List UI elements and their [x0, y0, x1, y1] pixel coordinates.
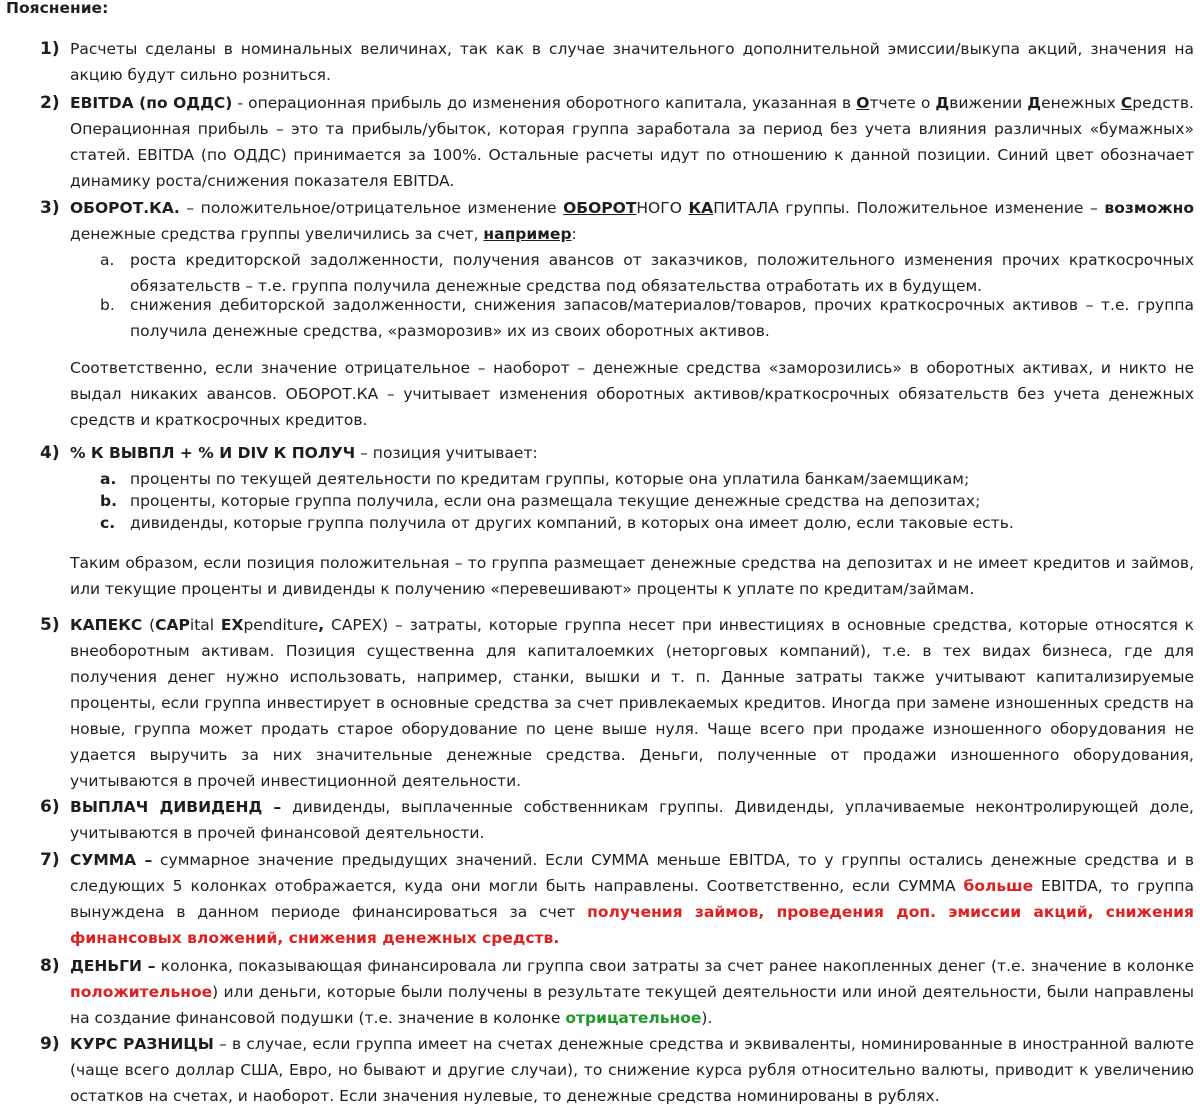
note-number: 1) [40, 39, 60, 59]
note-number: 9) [40, 1034, 60, 1054]
note-number: 2) [40, 93, 60, 113]
note-text: % К ВЫВПЛ + % И DIV К ПОЛУЧ – позиция учитывает: [70, 444, 538, 462]
note-text: ДЕНЬГИ – колонка, показывающая финансировала ли группа свои затраты за счет ранее накопленных денег (т.е. значение в колонке положительное) или деньги, которые были получены в результате текущей деятельности или иной деятельности, были направлены на создание финансовой подушки (т.е. значение в колонке отрицательное). [70, 957, 1194, 1027]
note-number: 8) [40, 956, 60, 976]
page-title: Пояснение: [6, 0, 109, 17]
term-dengi: ДЕНЬГИ – [70, 957, 156, 975]
term-summa: СУММА – [70, 851, 153, 869]
term-capex: КАПЕКС [70, 616, 143, 634]
note-text: КУРС РАЗНИЦЫ – в случае, если группа имеет на счетах денежные средства и эквиваленты, номинированные в иностранной валюте (чаще всего доллар США, Евро, но бывают и другие случаи), то снижение курса рубля относительно валюты, приводит к увеличению остатков на счетах, и наоборот. Если значения нулевые, то денежные средства номинированы в рублях. [70, 1035, 1194, 1105]
note-number: 7) [40, 850, 60, 870]
term-kurs: КУРС РАЗНИЦЫ [70, 1035, 214, 1053]
note-text: ВЫПЛАЧ ДИВИДЕНД – дивиденды, выплаченные собственникам группы. Дивиденды, уплачиваемые неконтролирующей доле, учитываются в прочей финансовой деятельности. [70, 798, 1194, 842]
note-text: EBITDA (по ОДДС) - операционная прибыль до изменения оборотного капитала, указанная в Отчете о Движении Денежных Средств. Операционная прибыль – это та прибыль/убыток, которая группа заработала за период без учета влияния различных «бумажных» статей. EBITDA (по ОДДС) принимается за 100%. Остальные расчеты идут по отношению к данной позиции. Синий цвет обозначает динамику роста/снижения показателя EBITDA. [70, 94, 1194, 190]
note-number: 5) [40, 615, 60, 635]
note-text: Расчеты сделаны в номинальных величинах, так как в случае значительного дополнительной эмиссии/выкупа акций, значения на акцию будут сильно розниться. [70, 40, 1194, 84]
term-oborot-ka: ОБОРОТ.КА. [70, 199, 180, 217]
note-number: 3) [40, 198, 60, 218]
term-percent-div: % К ВЫВПЛ + % И DIV К ПОЛУЧ [70, 444, 356, 462]
note-text: СУММА – суммарное значение предыдущих значений. Если СУММА меньше EBITDA, то у группы остались денежные средства и в следующих 5 колонках отображается, куда они могли быть направлены. Соответственно, если СУММА больше EBITDA, то группа вынуждена в данном периоде финансироваться за счет получения займов, проведения доп. эмиссии акций, снижения финансовых вложений, снижения денежных средств. [70, 851, 1194, 947]
note-number: 6) [40, 797, 60, 817]
note-text: КАПЕКС (CAPital EXpenditure, CAPEX) – затраты, которые группа несет при инвестициях в основные средства, которые относятся к внеоборотным активам. Позиция существенна для капиталоемких (неторговых компаний), т.е. в тех видах бизнеса, где для получения денег нужно использовать, например, станки, вышки и т. п. Данные затраты также учитывают капитализируемые проценты, если группа инвестирует в основные средства за счет привлекаемых кредитов. Иногда при замене изношенных средств на новые, группа может продать старое оборудование по цене выше нуля. Чаще всего при продаже изношенного оборудования не удается выручить за них значительные денежные средства. Деньги, полученные от продажи изношенного оборудования, учитываются в прочей инвестиционной деятельности. [70, 616, 1194, 790]
term-ebitda: EBITDA (по ОДДС) [70, 94, 233, 112]
note-text: ОБОРОТ.КА. – положительное/отрицательное изменение ОБОРОТНОГО КАПИТАЛА группы. Положительное изменение – возможно денежные средства группы увеличились за счет, например: [70, 199, 1194, 243]
explanation-page: Пояснение: 1) Расчеты сделаны в номинальных величинах, так как в случае значительного дополнительной эмиссии/выкупа акций, значения на акцию будут сильно розниться. 2) EBITDA (по ОДДС) - операционная прибыль до изменения оборотного капитала, указанная в Отчете о Движении Денежных Средств. Операционная прибыль – это та прибыль/убыток, которая группа заработала за период без учета влияния различных «бумажных» статей. EBITDA (по ОДДС) принимается за 100%. Остальные расчеты идут по отношению к данной позиции. Синий цвет обозначает динамику роста/снижения показателя EBITDA. 3) ОБОРОТ.КА. – положительное/отрицательное изменение ОБОРОТНОГО КАПИТАЛА группы. Положительное изменение – возможно денежные средства группы увеличились за счет, например: a. роста кредиторской задолженности, получения авансов от заказчиков, положительного изменения прочих краткосрочных обязательств – т.е. группа получила денежные средства под обязательства отработать их в будущем. b. снижения дебиторской задолженности, снижения запасов/материалов/товаров, прочих краткосрочных активов – т.е. группа получила денежные средства, «разморозив» их из своих оборотных активов. Соответственно, если значение отрицательное – наоборот – денежные средства «заморозились» в оборотных активах, и никто не выдал никаких авансов. ОБОРОТ.КА – учитывает изменения оборотных активов/краткосрочных обязательств без учета денежных средств и краткосрочных кредитов. 4) % К ВЫВПЛ + % И DIV К ПОЛУЧ – позиция учитывает: a. проценты по текущей деятельности по кредитам группы, которые она уплатила банкам/заемщикам; b. проценты, которые группа получила, если она размещала текущие денежные средства на депозитах; c. дивиденды, которые группа получила от других компаний, в которых она имеет долю, если таковые есть. Таким образом, если позиция положительная – то группа размещает денежные средства на депозитах и не имеет кредитов и займов, или текущие проценты и дивиденды к получению «перевешивают» проценты к уплате по кредитам/займам. 5) КАПЕКС (CAPital EXpenditure, CAPEX) – затраты, которые группа несет при инвестициях в основные средства, которые относятся к внеоборотным активам. Позиция существенна для капиталоемких (неторговых компаний), т.е. в тех видах бизнеса, где для получения денег нужно использовать, например, станки, вышки и т. п. Данные затраты также учитывают капитализируемые проценты, если группа инвестирует в основные средства за счет привлекаемых кредитов. Иногда при замене изношенных средств на новые, группа может продать старое оборудование по цене выше нуля. Чаще всего при продаже изношенного оборудования не удается выручить за них значительные денежные средства. Деньги, полученные от продажи изношенного оборудования, учитываются в прочей инвестиционной деятельности. 6) ВЫПЛАЧ ДИВИДЕНД – дивиденды, выплаченные собственникам группы. Дивиденды, уплачиваемые неконтролирующей доле, учитываются в прочей финансовой деятельности. 7) СУММА – суммарное значение предыдущих значений. Если СУММА меньше EBITDA, то у группы остались денежные средства и в следующих 5 колонках отображается, куда они могли быть направлены. Соответственно, если СУММА больше EBITDA, то группа вынуждена в данном периоде финансироваться за счет получения займов, проведения доп. эмиссии акций, снижения финансовых вложений, снижения денежных средств. 8) ДЕНЬГИ – колонка, показывающая финансировала ли группа свои затраты за счет ранее накопленных денег (т.е. значение в колонке положительное) или деньги, которые были получены в результате текущей деятельности или иной деятельности, были направлены на создание финансовой подушки (т.е. значение в колонке отрицательное). 9) КУРС РАЗНИЦЫ – в случае, если группа имеет на счетах денежные средства и эквиваленты, номинированные в иностранной валюте (чаще всего доллар США, Евро, но бывают и другие случаи), то снижение курса рубля относительно валюты, приводит к увеличению остатков на счетах, и наоборот. Если значения нулевые, то денежные средства номинированы в рублях. [0, 0, 1200, 1109]
term-dividends: ВЫПЛАЧ ДИВИДЕНД – [70, 798, 282, 816]
note-number: 4) [40, 443, 60, 463]
